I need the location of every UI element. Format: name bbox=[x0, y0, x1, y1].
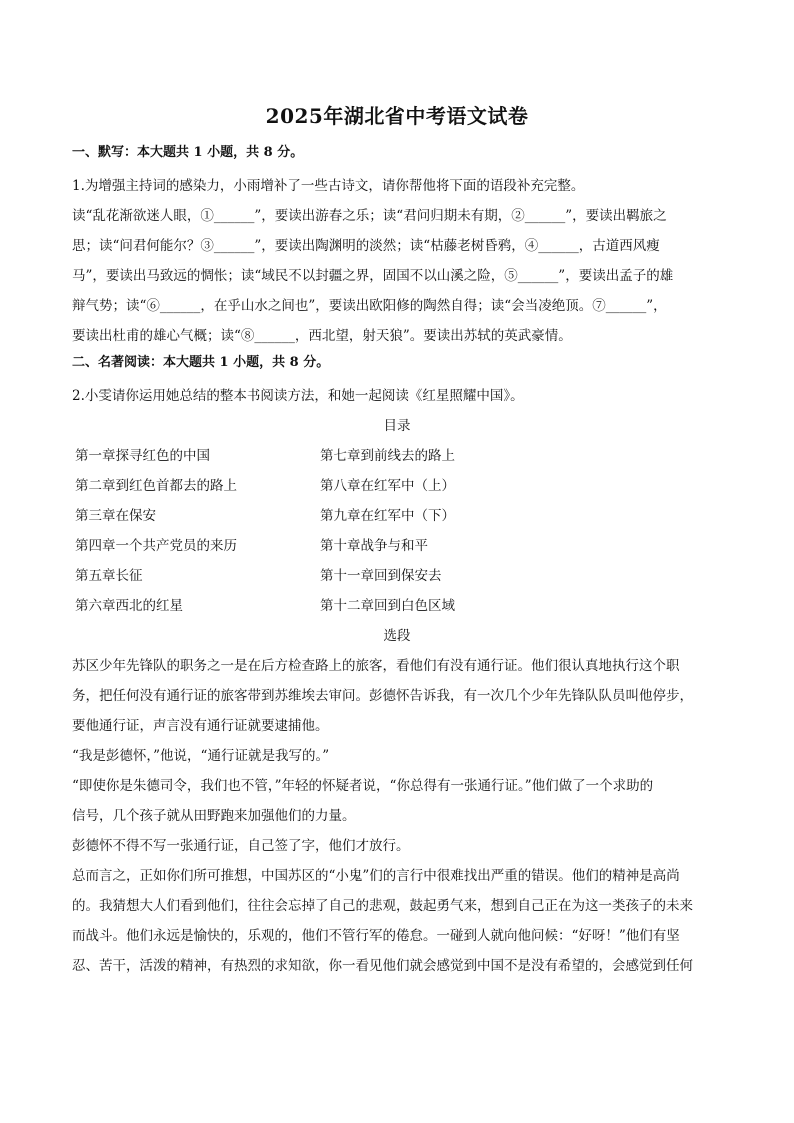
toc-item: 第十二章回到白色区域 bbox=[320, 598, 455, 614]
excerpt-label: 选段 bbox=[383, 628, 411, 644]
toc-item: 第三章在保安 bbox=[75, 508, 156, 524]
toc-item: 第十章战争与和平 bbox=[320, 538, 428, 554]
excerpt-line: 而战斗。他们永远是愉快的，乐观的，他们不管行军的倦怠。一碰到人就向他问候：“好呀！”他们有坚 bbox=[72, 928, 680, 944]
toc-label: 目录 bbox=[383, 418, 411, 434]
excerpt-line: 要他通行证，声言没有通行证就要逮捕他。 bbox=[72, 718, 329, 734]
question-1-line: 思；读“问君何能尔？③______”，要读出陶渊明的淡然；读“枯藤老树昏鸦，④______，古道西风瘦 bbox=[72, 238, 660, 254]
question-1-line: 要读出杜甫的雄心气概；读“⑧______，西北望，射天狼”。要读出苏轼的英武豪情。 bbox=[72, 328, 572, 344]
question-1-stem: 1.为增强主持词的感染力，小雨增补了一些古诗文，请你帮他将下面的语段补充完整。 bbox=[72, 178, 585, 194]
question-1-line: 马”，要读出马致远的惆怅；读“域民不以封疆之界，固国不以山溪之险，⑤______”，要读出孟子的雄 bbox=[72, 268, 674, 284]
toc-item: 第六章西北的红星 bbox=[75, 598, 183, 614]
question-1-line: 辩气势；读“⑥______，在乎山水之间也”，要读出欧阳修的陶然自得；读“会当凌绝顶。⑦______”， bbox=[72, 298, 667, 314]
toc-item: 第五章长征 bbox=[75, 568, 143, 584]
toc-item: 第一章探寻红色的中国 bbox=[75, 448, 210, 464]
excerpt-line: 彭德怀不得不写一张通行证，自己签了字，他们才放行。 bbox=[72, 838, 410, 854]
toc-item: 第四章一个共产党员的来历 bbox=[75, 538, 237, 554]
excerpt-line: 信号，几个孩子就从田野跑来加强他们的力量。 bbox=[72, 808, 356, 824]
excerpt-line: 苏区少年先锋队的职务之一是在后方检查路上的旅客，看他们有没有通行证。他们很认真地执行这个职 bbox=[72, 658, 680, 674]
toc-item: 第七章到前线去的路上 bbox=[320, 448, 455, 464]
exam-page bbox=[72, 100, 722, 981]
excerpt-line: 总而言之，正如你们所可推想，中国苏区的“小鬼”们的言行中很难找出严重的错误。他们的精神是高尚 bbox=[72, 868, 680, 884]
excerpt-line: 务，把任何没有通行证的旅客带到苏维埃去审问。彭德怀告诉我，有一次几个少年先锋队队员叫他停步， bbox=[72, 688, 693, 704]
toc-item: 第八章在红军中（上） bbox=[320, 478, 455, 494]
question-1-line: 读“乱花渐欲迷人眼，①______”，要读出游春之乐；读“君问归期未有期，②______”，要读出羁旅之 bbox=[72, 208, 667, 224]
toc-item: 第二章到红色首都去的路上 bbox=[75, 478, 237, 494]
table-of-contents bbox=[75, 441, 722, 621]
excerpt-line: 忍、苦干，活泼的精神，有热烈的求知欲，你一看见他们就会感觉到中国不是没有希望的，会感觉到任何 bbox=[72, 958, 693, 974]
question-2-stem: 2.小雯请你运用她总结的整本书阅读方法，和她一起阅读《红星照耀中国》。 bbox=[72, 388, 524, 404]
page-title: 2025年湖北省中考语文试卷 bbox=[265, 104, 529, 128]
toc-item: 第九章在红军中（下） bbox=[320, 508, 455, 524]
section-2-heading: 二、名著阅读：本大题共 1 小题，共 8 分。 bbox=[72, 355, 330, 370]
excerpt-line: “我是彭德怀，”他说，“通行证就是我写的。” bbox=[72, 748, 330, 764]
excerpt bbox=[72, 651, 722, 981]
toc-item: 第十一章回到保安去 bbox=[320, 568, 442, 584]
excerpt-line: “即使你是朱德司令，我们也不管，”年轻的怀疑者说，“你总得有一张通行证。”他们做了一个求助的 bbox=[72, 778, 654, 794]
excerpt-line: 的。我猜想大人们看到他们，往往会忘掉了自己的悲观，鼓起勇气来，想到自己正在为这一类孩子的未来 bbox=[72, 898, 693, 914]
section-1-heading: 一、默写：本大题共 1 小题，共 8 分。 bbox=[72, 145, 304, 160]
